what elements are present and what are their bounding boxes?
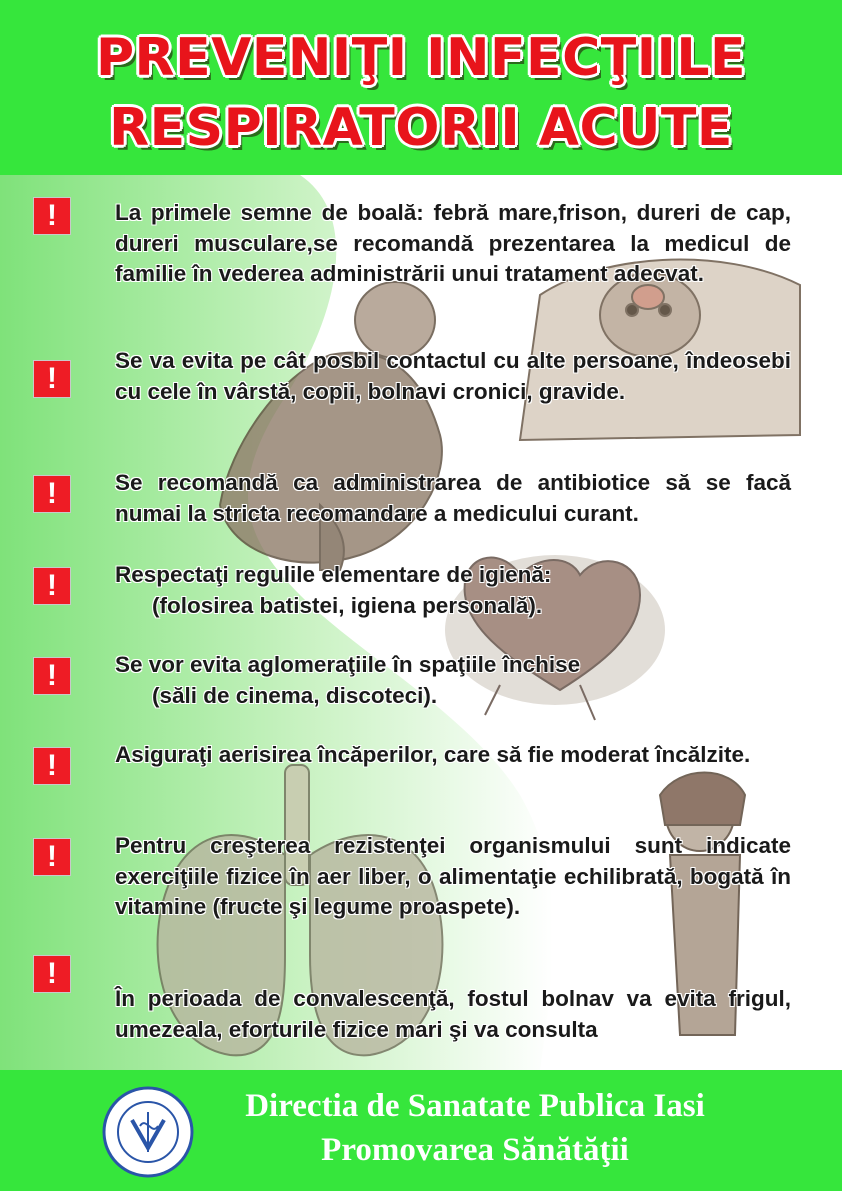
- recommendation-6: Asiguraţi aerisirea încăperilor, care să fie moderat încălzite.: [115, 742, 751, 767]
- exclamation-bullet-icon: !: [33, 475, 71, 513]
- recommendation-3: Se recomandă ca administrarea de antibiotice să se facă numai la stricta recomandare a medicului curant.: [115, 470, 791, 526]
- exclamation-bullet-icon: !: [33, 360, 71, 398]
- footer-banner: [0, 1070, 842, 1191]
- recommendation-4-line-1: Respectaţi regulile elementare de igienă:: [115, 562, 552, 587]
- recommendation-5-line-2: (săli de cinema, discoteci).: [152, 682, 438, 708]
- recommendation-4: [115, 560, 791, 621]
- recommendation-1: La primele semne de boală: febră mare,frison, dureri de cap, dureri musculare,se recomandă prezentarea la medicul de familie în vederea administrării unui tratament adecvat.: [115, 200, 791, 286]
- organization-name: Directia de Sanatate Publica Iasi: [245, 1088, 705, 1124]
- background-illustration: [0, 175, 842, 1070]
- exclamation-bullet-icon: !: [33, 657, 71, 695]
- recommendation-2: Se va evita pe cât posbil contactul cu alte persoane, îndeosebi cu cele în vârstă, copii, bolnavi cronici, gravide.: [115, 348, 791, 404]
- recommendation-8: În perioada de convalescenţă, fostul bolnav va evita frigul, umezeala, eforturile fizice mari şi va consulta: [115, 986, 791, 1042]
- exclamation-bullet-icon: !: [33, 838, 71, 876]
- title-line-1: PREVENIŢI INFECŢIILE: [95, 28, 747, 88]
- department-name: Promovarea Sănătăţii: [321, 1132, 629, 1168]
- exclamation-bullet-icon: !: [33, 197, 71, 235]
- recommendation-7: Pentru creşterea rezistenţei organismului sunt indicate exerciţiile fizice în aer liber, o alimentaţie echilibrată, bogată în vitamine (fructe şi legume proaspete).: [115, 833, 791, 919]
- exclamation-bullet-icon: !: [33, 747, 71, 785]
- exclamation-bullet-icon: !: [33, 955, 71, 993]
- header-banner: [0, 0, 842, 175]
- title-line-2: RESPIRATORII ACUTE: [109, 98, 733, 158]
- exclamation-bullet-icon: !: [33, 567, 71, 605]
- recommendation-4-line-2: (folosirea batistei, igiena personală).: [152, 592, 543, 618]
- recommendation-5: [115, 650, 791, 711]
- recommendation-5-line-1: Se vor evita aglomeraţiile în spaţiile închise: [115, 652, 581, 677]
